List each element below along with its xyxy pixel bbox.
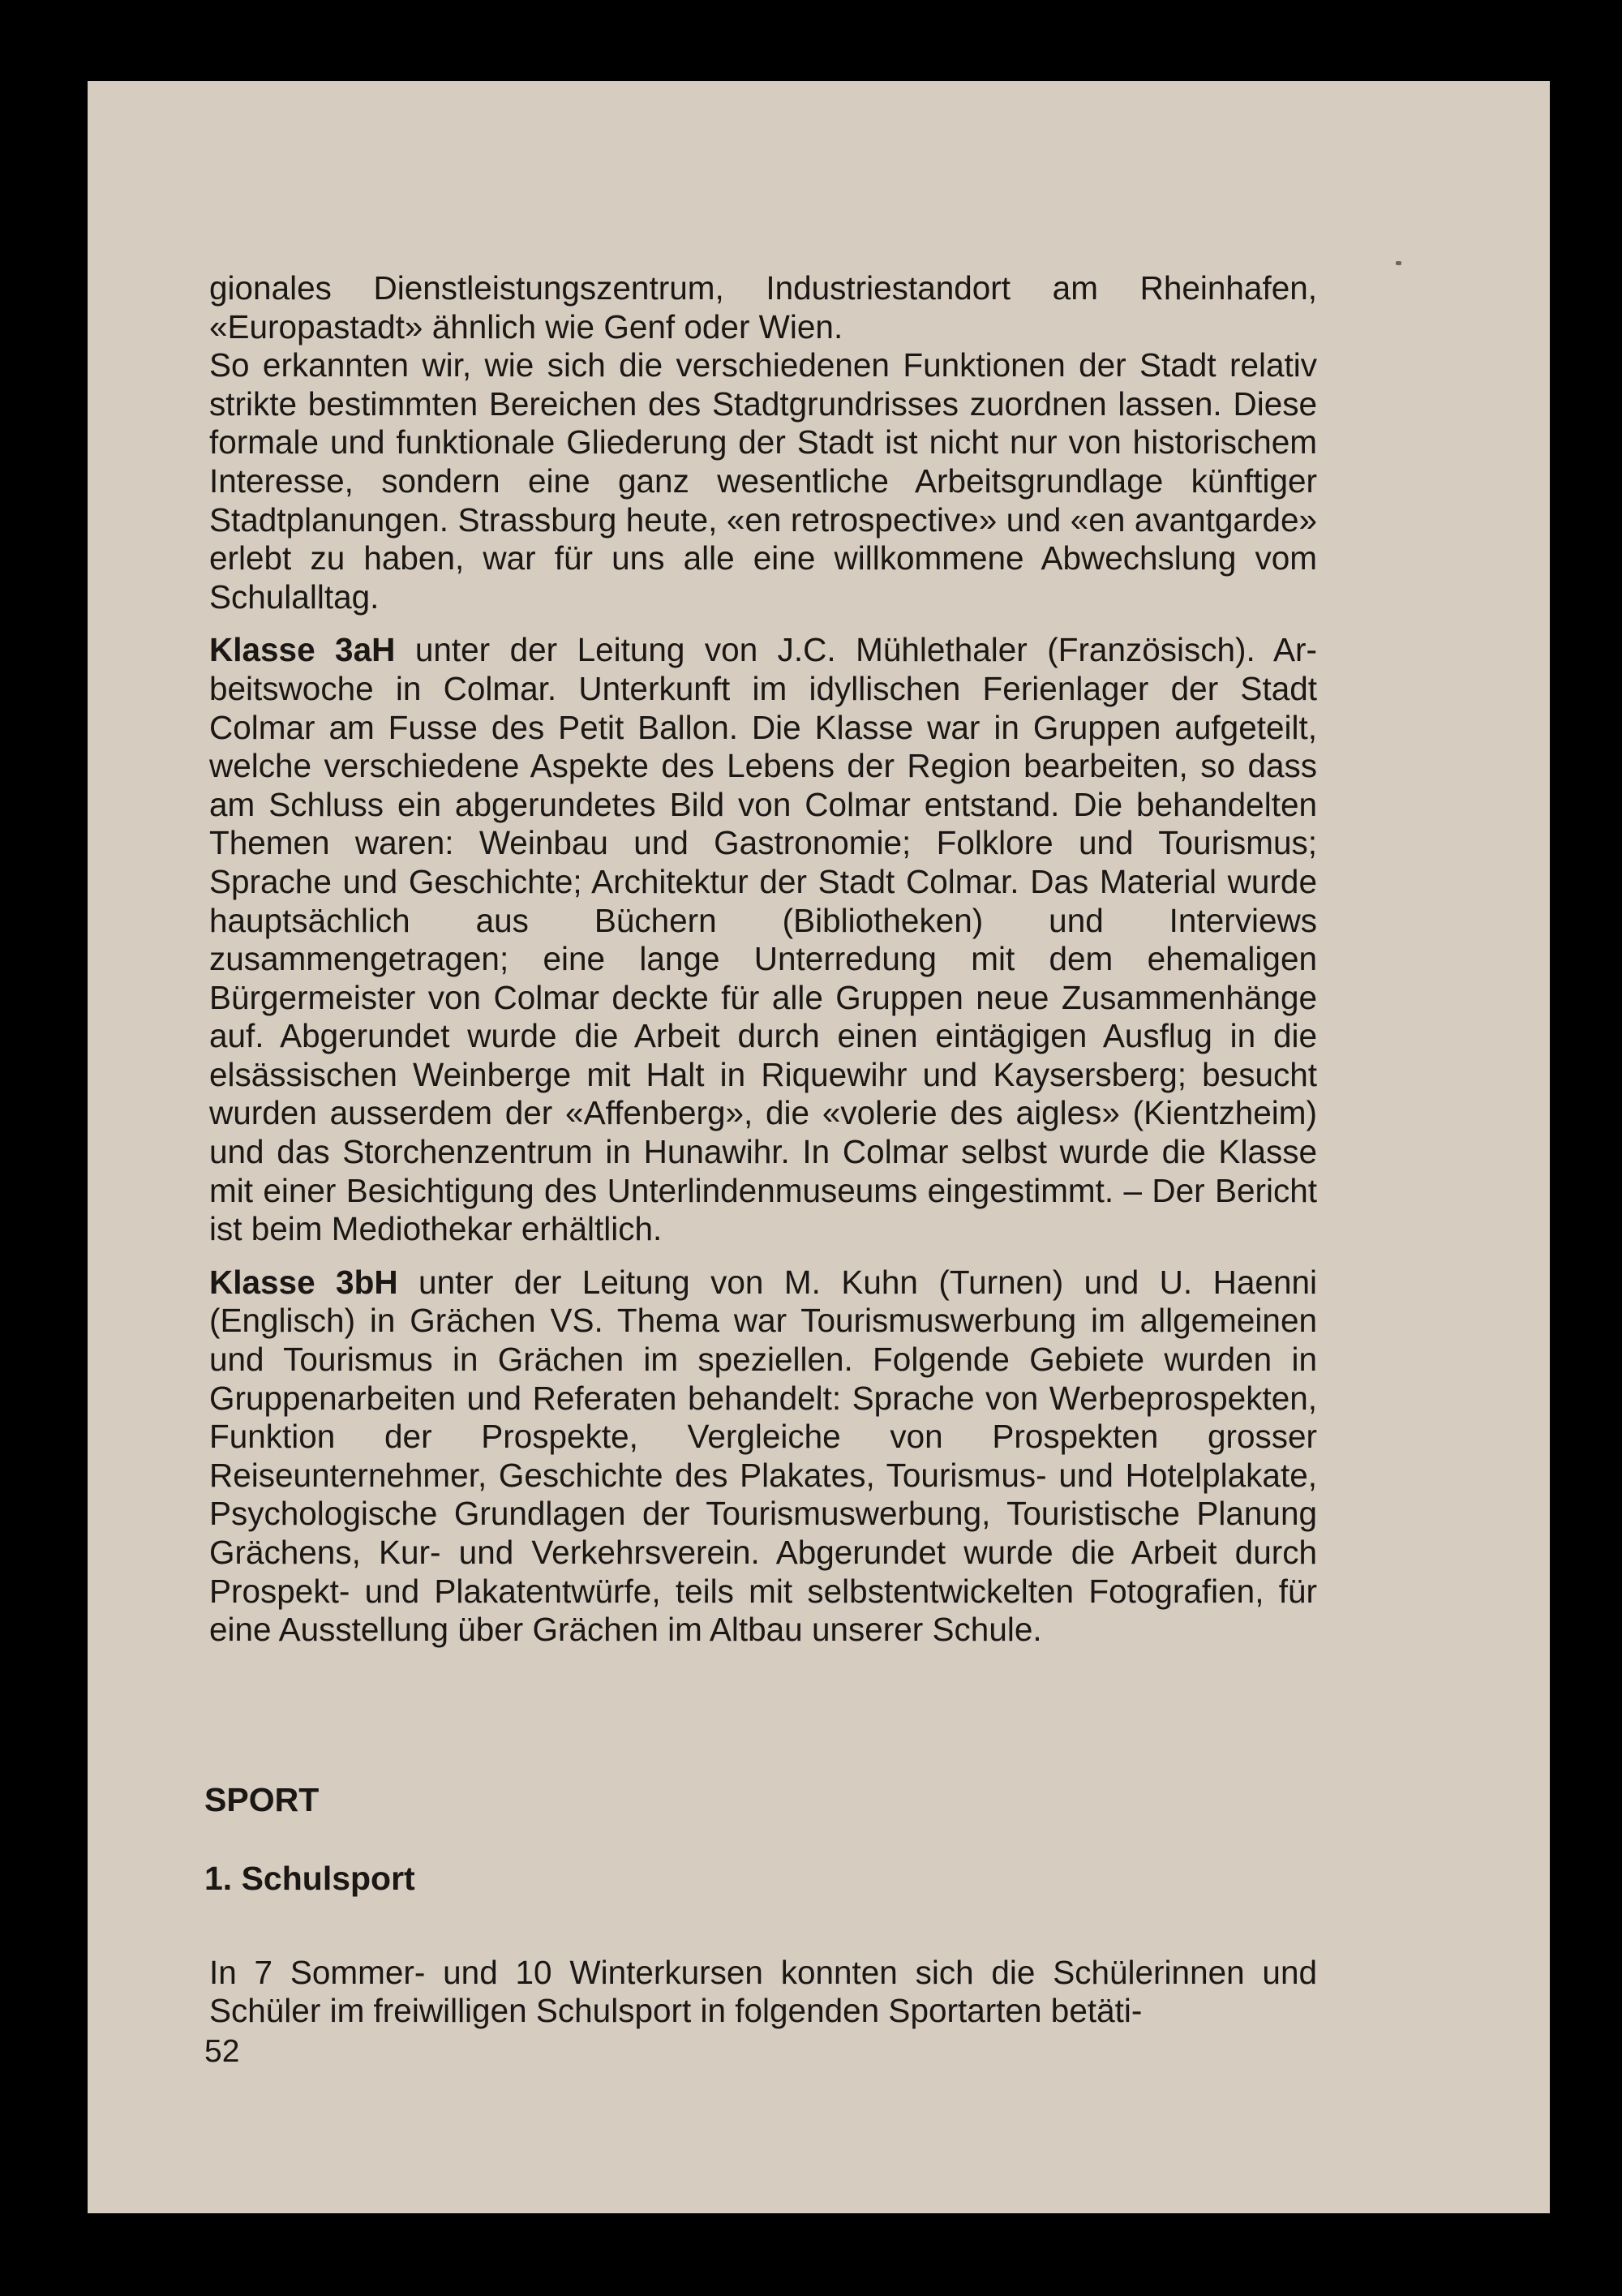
subsection-heading: 1. Schulsport — [204, 1860, 415, 1897]
paragraph-3-text: unter der Leitung von J.C. Mühlethaler (Französisch). Arbeitswoche in Colmar. Unterkunft im idyllischen Ferienlager der Stadt Colmar am Fusse des Petit Ballon. Die Klasse war in Gruppen aufgeteilt, welche verschiedene Aspekte des Lebens der Region bearbeiten, so dass am Schluss ein abgerundetes Bild von Colmar entstand. Die behandelten Themen waren: Weinbau und Gastronomie; Folklore und Tourismus; Sprache und Geschichte; Architektur der Stadt Colmar. Das Material wurde hauptsächlich aus Büchern (Bibliotheken) und Interviews zusammengetragen; eine lange Unterredung mit dem ehemaligen Bürgermeister von Colmar deckte für alle Gruppen neue Zusammenhänge auf. Abgerundet wurde die Arbeit durch einen eintägigen Ausflug in die elsässischen Weinberge mit Halt in Riquewihr und Kaysersberg; besucht wurden ausserdem der «Affenberg», die «volerie des aigles» (Kientzheim) und das Storchenzentrum in Hunawihr. In Colmar selbst wurde die Klasse mit einer Besichtigung des Unterlindenmuseums eingestimmt. – Der Bericht ist beim Mediothekar erhältlich. — [209, 631, 1317, 1248]
paragraph-1 — [209, 269, 1317, 346]
paragraph-4-lead: Klasse 3bH — [209, 1263, 398, 1301]
section-heading: SPORT — [204, 1781, 320, 1818]
body-text — [209, 269, 1317, 1650]
paragraph-2-text: So erkannten wir, wie sich die verschiedenen Funktionen der Stadt relativ strikte bestimmten Bereichen des Stadtgrundrisses zuordnen lassen. Diese formale und funktionale Gliederung der Stadt ist nicht nur von historischem Interesse, sondern eine ganz wesentliche Arbeitsgrundlage künftiger Stadtplanungen. Strassburg heute, «en retrospective» und «en avantgarde» erlebt zu haben, war für uns alle eine willkommene Abwechslung vom Schulalltag. — [209, 346, 1317, 616]
paper-speck — [1396, 261, 1401, 265]
paragraph-klasse-3bh — [209, 1264, 1317, 1650]
paragraph-4-text: unter der Leitung von M. Kuhn (Turnen) und U. Haenni (Englisch) in Grächen VS. Thema war Tourismuswerbung im allgemeinen und Tourismus in Grächen im speziellen. Folgende Gebiete wurden in Gruppenarbeiten und Referaten behandelt: Sprache von Werbeprospekten, Funktion der Prospekte, Vergleiche von Prospekten grosser Reiseunternehmer, Geschichte des Plakates, Tourismus- und Hotelplakate, Psychologische Grundlagen der Tourismuswerbung, Touristische Planung Grächens, Kur- und Verkehrsverein. Abgerundet wurde die Arbeit durch Prospekt- und Plakatentwürfe, teils mit selbstentwickelten Fotografien, für eine Ausstellung über Grächen im Altbau unserer Schule. — [209, 1263, 1317, 1649]
paragraph-1-text: gionales Dienstleistungszentrum, Industriestandort am Rheinhafen, «Europastadt» ähnlich wie Genf oder Wien. — [209, 269, 1317, 345]
paragraph-klasse-3ah — [209, 631, 1317, 1249]
schulsport-paragraph: In 7 Sommer- und 10 Winterkursen konnten sich die Schülerinnen und Schüler im freiwilligen Schulsport in folgenden Sportarten betäti- — [209, 1953, 1317, 2030]
page-number: 52 — [204, 2034, 240, 2069]
paragraph-3-lead: Klasse 3aH — [209, 631, 396, 669]
paragraph-2 — [209, 346, 1317, 616]
